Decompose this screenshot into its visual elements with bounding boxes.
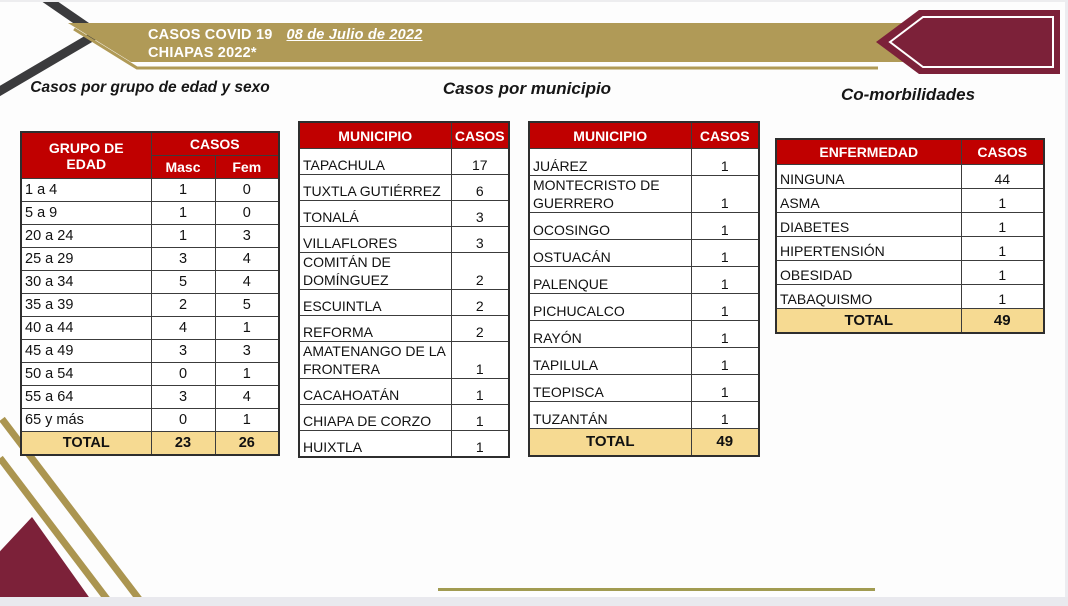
row-value: 3 — [215, 340, 279, 363]
row-value: 1 — [691, 294, 759, 321]
total-masc: 23 — [151, 432, 215, 456]
column-header-enfermedad: ENFERMEDAD — [776, 139, 961, 165]
row-value: 3 — [151, 386, 215, 409]
column-header-casos: CASOS — [451, 122, 509, 149]
column-header-casos: CASOS — [691, 122, 759, 149]
total-label: TOTAL — [21, 432, 151, 456]
row-label: ASMA — [776, 189, 961, 213]
row-label: 1 a 4 — [21, 179, 151, 202]
table-row — [299, 431, 509, 458]
column-header-masc: Masc — [151, 156, 215, 179]
row-value: 4 — [215, 248, 279, 271]
table-row — [776, 165, 1044, 189]
table-row — [776, 189, 1044, 213]
row-label: TONALÁ — [299, 201, 451, 227]
row-label: JUÁREZ — [529, 149, 691, 176]
row-label: TUXTLA GUTIÉRREZ — [299, 175, 451, 201]
row-label: OBESIDAD — [776, 261, 961, 285]
row-value: 5 — [215, 294, 279, 317]
maroon-arrow-icon — [876, 10, 1060, 74]
table-row — [21, 271, 279, 294]
heading-municipio: Casos por municipio — [442, 79, 612, 98]
row-label: NINGUNA — [776, 165, 961, 189]
row-label: RAYÓN — [529, 321, 691, 348]
table-row — [299, 201, 509, 227]
window-top-edge — [0, 0, 1068, 2]
row-label: HUIXTLA — [299, 431, 451, 458]
table-row — [21, 248, 279, 271]
table-row — [529, 213, 759, 240]
page-subtitle: CHIAPAS 2022* — [148, 45, 257, 61]
table-row — [299, 149, 509, 175]
column-header-cases: CASOS — [151, 132, 279, 156]
row-label: TAPACHULA — [299, 149, 451, 175]
row-value: 1 — [961, 237, 1044, 261]
row-value: 1 — [961, 213, 1044, 237]
row-value: 1 — [151, 225, 215, 248]
row-label: CHIAPA DE CORZO — [299, 405, 451, 431]
row-label: MONTECRISTO DE GUERRERO — [529, 176, 691, 213]
row-value: 1 — [451, 431, 509, 458]
table-row — [21, 202, 279, 225]
row-label: TAPILULA — [529, 348, 691, 375]
row-value: 1 — [691, 176, 759, 213]
row-value: 0 — [151, 409, 215, 432]
row-value: 4 — [215, 386, 279, 409]
row-value: 1 — [451, 405, 509, 431]
total-value: 49 — [691, 429, 759, 457]
table-row — [21, 363, 279, 386]
row-value: 3 — [151, 340, 215, 363]
row-label: 45 a 49 — [21, 340, 151, 363]
row-value: 1 — [215, 409, 279, 432]
table-row — [529, 402, 759, 429]
comorbidities-table — [775, 138, 1045, 334]
row-label: ESCUINTLA — [299, 290, 451, 316]
table-row — [21, 340, 279, 363]
column-header-fem: Fem — [215, 156, 279, 179]
municipality-table-1 — [298, 121, 510, 458]
row-value: 1 — [961, 189, 1044, 213]
column-header-municipio: MUNICIPIO — [529, 122, 691, 149]
row-value: 5 — [151, 271, 215, 294]
table-row — [21, 386, 279, 409]
banner-line-1 — [148, 26, 422, 44]
row-value: 1 — [451, 342, 509, 379]
total-label: TOTAL — [776, 309, 961, 334]
column-header-municipio: MUNICIPIO — [299, 122, 451, 149]
row-value: 1 — [961, 261, 1044, 285]
row-value: 1 — [215, 317, 279, 340]
report-date: 08 de Julio de 2022 — [286, 27, 423, 43]
row-value: 2 — [451, 290, 509, 316]
table-row — [776, 213, 1044, 237]
table-row — [529, 321, 759, 348]
total-value: 49 — [961, 309, 1044, 334]
bottom-gold-line — [438, 588, 875, 591]
row-label: PALENQUE — [529, 267, 691, 294]
row-label: OSTUACÁN — [529, 240, 691, 267]
row-value: 1 — [691, 267, 759, 294]
table-row — [299, 253, 509, 290]
window-bottom-strip — [0, 597, 1068, 606]
row-value: 2 — [151, 294, 215, 317]
row-value: 1 — [691, 213, 759, 240]
heading-comorbidities: Co-morbilidades — [840, 85, 976, 104]
row-value: 1 — [691, 402, 759, 429]
table-row — [529, 267, 759, 294]
table-row — [529, 375, 759, 402]
column-header-casos: CASOS — [961, 139, 1044, 165]
row-label: HIPERTENSIÓN — [776, 237, 961, 261]
row-value: 1 — [151, 179, 215, 202]
total-row — [776, 309, 1044, 334]
table-row — [299, 342, 509, 379]
row-value: 0 — [215, 202, 279, 225]
row-value: 1 — [215, 363, 279, 386]
age-sex-table — [20, 131, 280, 456]
table-row — [529, 176, 759, 213]
row-value: 1 — [691, 149, 759, 176]
row-label: 65 y más — [21, 409, 151, 432]
row-label: 40 a 44 — [21, 317, 151, 340]
row-value: 1 — [691, 321, 759, 348]
row-label: 5 a 9 — [21, 202, 151, 225]
table-row — [299, 379, 509, 405]
row-label: TEOPISCA — [529, 375, 691, 402]
row-label: 50 a 54 — [21, 363, 151, 386]
row-label: PICHUCALCO — [529, 294, 691, 321]
row-label: VILLAFLORES — [299, 227, 451, 253]
row-value: 3 — [151, 248, 215, 271]
row-value: 4 — [151, 317, 215, 340]
table-row — [529, 348, 759, 375]
table-row — [529, 149, 759, 176]
table-row — [776, 285, 1044, 309]
table-row — [529, 240, 759, 267]
row-value: 1 — [961, 285, 1044, 309]
table-row — [299, 290, 509, 316]
row-value: 6 — [451, 175, 509, 201]
table-row — [21, 409, 279, 432]
table-row — [21, 317, 279, 340]
row-value: 1 — [451, 379, 509, 405]
row-value: 44 — [961, 165, 1044, 189]
row-value: 2 — [451, 316, 509, 342]
table-row — [299, 405, 509, 431]
row-label: CACAHOATÁN — [299, 379, 451, 405]
table-row — [299, 175, 509, 201]
row-label: 20 a 24 — [21, 225, 151, 248]
row-label: REFORMA — [299, 316, 451, 342]
row-label: AMATENANGO DE LA FRONTERA — [299, 342, 451, 379]
row-label: 30 a 34 — [21, 271, 151, 294]
row-value: 2 — [451, 253, 509, 290]
table-row — [299, 316, 509, 342]
table-row — [21, 225, 279, 248]
row-label: 35 a 39 — [21, 294, 151, 317]
row-value: 17 — [451, 149, 509, 175]
table-row — [776, 261, 1044, 285]
row-label: DIABETES — [776, 213, 961, 237]
row-value: 1 — [691, 348, 759, 375]
row-value: 3 — [215, 225, 279, 248]
row-value: 1 — [691, 375, 759, 402]
table-row — [299, 227, 509, 253]
row-label: TUZANTÁN — [529, 402, 691, 429]
row-label: OCOSINGO — [529, 213, 691, 240]
row-value: 3 — [451, 227, 509, 253]
row-value: 1 — [151, 202, 215, 225]
row-label: COMITÁN DE DOMÍNGUEZ — [299, 253, 451, 290]
row-label: TABAQUISMO — [776, 285, 961, 309]
page-title: CASOS COVID 19 — [148, 27, 273, 43]
column-header-group: GRUPO DE EDAD — [21, 132, 151, 179]
table-row — [21, 294, 279, 317]
total-row — [529, 429, 759, 457]
row-value: 1 — [691, 240, 759, 267]
municipality-table-2 — [528, 121, 760, 457]
table-row — [776, 237, 1044, 261]
table-row — [21, 179, 279, 202]
total-fem: 26 — [215, 432, 279, 456]
row-label: 55 a 64 — [21, 386, 151, 409]
row-label: 25 a 29 — [21, 248, 151, 271]
row-value: 4 — [215, 271, 279, 294]
total-row — [21, 432, 279, 456]
heading-age-sex: Casos por grupo de edad y sexo — [30, 79, 270, 96]
row-value: 3 — [451, 201, 509, 227]
row-value: 0 — [215, 179, 279, 202]
title-banner — [148, 26, 422, 62]
table-row — [529, 294, 759, 321]
total-label: TOTAL — [529, 429, 691, 457]
row-value: 0 — [151, 363, 215, 386]
